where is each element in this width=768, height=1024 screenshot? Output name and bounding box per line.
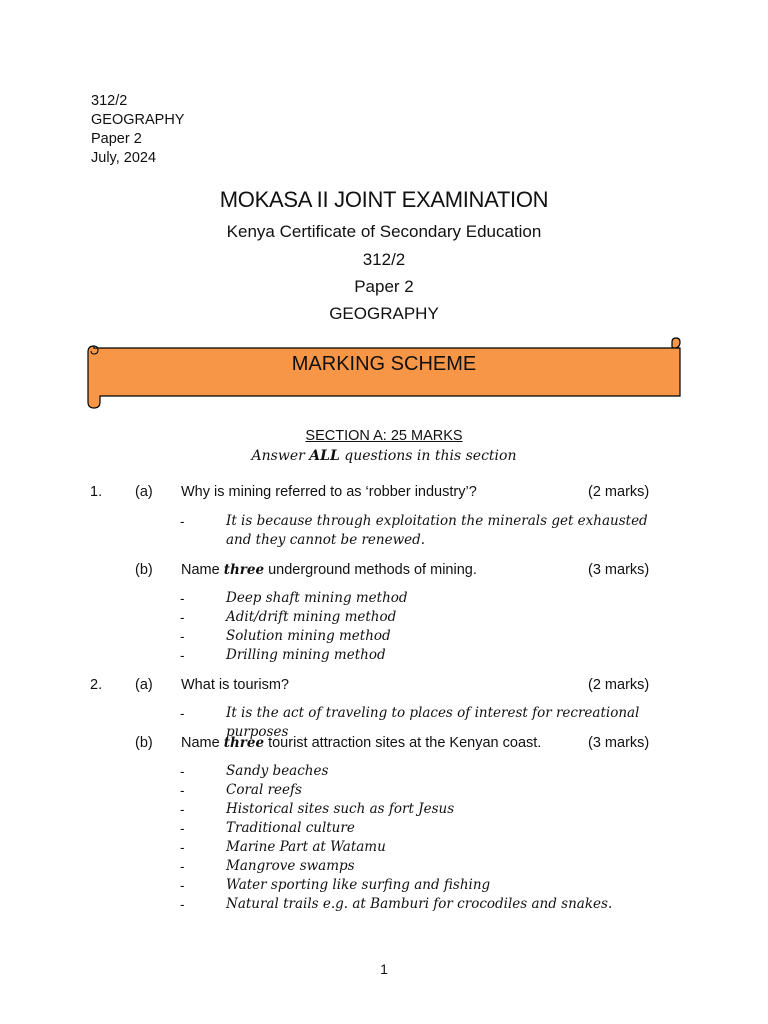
question-marks: (2 marks) (588, 484, 650, 500)
answer-item: - Mangrove swamps (180, 858, 355, 874)
certificate-name: Kenya Certificate of Secondary Education (226, 222, 542, 241)
banner-label: MARKING SCHEME (291, 353, 477, 375)
question-marks: (3 marks) (588, 562, 650, 578)
question-marks: (2 marks) (588, 677, 650, 693)
answer-item: - Drilling mining method (180, 647, 386, 663)
question-text: Why is mining referred to as ‘robber industry’? (181, 484, 477, 500)
section-heading: SECTION A: 25 MARKS (305, 428, 463, 444)
exam-header (91, 92, 184, 168)
answer-list (180, 512, 660, 550)
answer-list (180, 762, 660, 914)
answer-item: - Solution mining method (180, 628, 391, 644)
subtitle-paper: Paper 2 (354, 277, 414, 296)
answer-list (180, 589, 660, 665)
answer-item: - Historical sites such as fort Jesus (180, 801, 455, 817)
subtitle-subject: GEOGRAPHY (329, 304, 439, 323)
question-text: Name three underground methods of mining. (181, 562, 477, 578)
subject-name: GEOGRAPHY (91, 112, 185, 128)
question-number: 2. (90, 677, 103, 693)
answer-item: - Traditional culture (180, 820, 355, 836)
question-part-label: (a) (135, 484, 153, 500)
exam-date: July, 2024 (91, 150, 157, 166)
answer-item: - Natural trails e.g. at Bamburi for crocodiles and snakes. (180, 896, 613, 912)
question-part-label: (b) (135, 562, 153, 578)
answer-item: - Water sporting like surfing and fishing (180, 877, 491, 893)
subtitle-code: 312/2 (362, 250, 406, 269)
exam-title: MOKASA II JOINT EXAMINATION (219, 187, 549, 212)
answer-item: - Sandy beaches (180, 763, 329, 779)
question-number: 1. (90, 484, 103, 500)
question-part-label: (b) (135, 735, 153, 751)
answer-item: - Marine Part at Watamu (180, 839, 386, 855)
question-marks: (3 marks) (588, 735, 650, 751)
answer-item: - Deep shaft mining method (180, 590, 408, 606)
question-text: Name three tourist attraction sites at the Kenyan coast. (181, 735, 542, 751)
paper-code: 312/2 (91, 93, 128, 109)
answer-item: - It is the act of traveling to places of interest for recreational purposes (180, 705, 640, 740)
question-text: What is tourism? (181, 677, 289, 693)
answer-item: - Coral reefs (180, 782, 302, 798)
paper-number: Paper 2 (91, 131, 142, 147)
question-part-label: (a) (135, 677, 153, 693)
answer-item: - Adit/drift mining method (180, 609, 397, 625)
section-instruction: Answer ALL questions in this section (251, 448, 517, 464)
page-number: 1 (380, 961, 388, 977)
answer-item: - It is because through exploitation the minerals get exhausted and they cannot be renewed. (180, 513, 648, 548)
